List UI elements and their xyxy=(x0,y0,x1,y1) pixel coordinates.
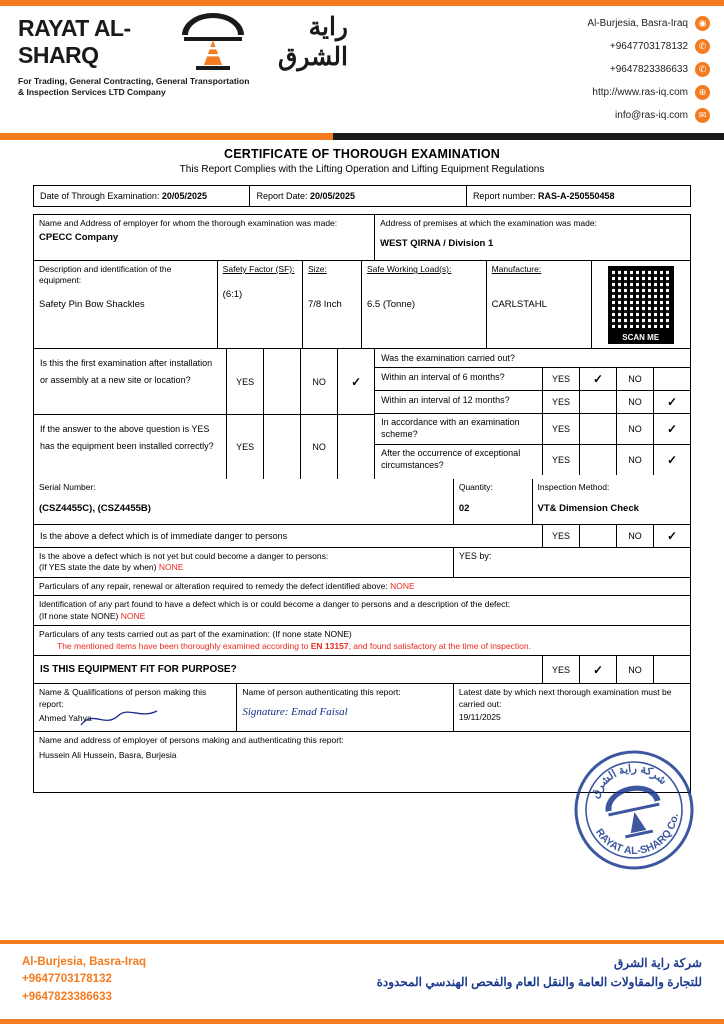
serial-row xyxy=(34,479,690,525)
q12-no-label: NO xyxy=(628,397,642,407)
next-exam-value: 19/11/2025 xyxy=(458,712,501,723)
serial-value: (CSZ4455C), (CSZ4455B) xyxy=(39,503,151,515)
employer-cell xyxy=(34,215,375,261)
equipment-row xyxy=(34,261,690,349)
qr-cell xyxy=(592,261,690,349)
qs-no[interactable] xyxy=(616,414,653,444)
safety-factor-cell xyxy=(218,261,303,349)
maker-label: Name & Qualifications of person making this report: xyxy=(39,687,207,709)
equipment-desc-cell xyxy=(34,261,218,349)
serial-label: Serial Number: xyxy=(39,482,96,492)
quantity-label: Quantity: xyxy=(458,482,493,492)
q12-yes-label: YES xyxy=(551,397,570,407)
qs-yes[interactable] xyxy=(542,414,579,444)
qs-yes-check[interactable] xyxy=(579,414,616,444)
fit-for-purpose-row xyxy=(34,656,690,684)
report-date-label: Report Date: xyxy=(256,191,308,201)
employer-value: CPECC Company xyxy=(39,232,119,244)
header-divider xyxy=(0,133,724,140)
contact-email-text[interactable]: info@ras-iq.com xyxy=(615,110,688,121)
report-date-value: 20/05/2025 xyxy=(310,191,356,201)
question-first-exam xyxy=(34,349,374,415)
question-first-exam-no[interactable] xyxy=(300,349,337,414)
question-first-exam-text: Is this the first examination after installation or assembly at a new site or location? xyxy=(40,358,213,386)
immediate-no-check[interactable]: ✓ xyxy=(653,525,690,547)
no-label: NO xyxy=(312,376,326,387)
q6-yes-label: YES xyxy=(551,374,570,384)
tests-row xyxy=(34,626,690,656)
company-stamp xyxy=(570,746,698,874)
q12-no-check[interactable]: ✓ xyxy=(653,391,690,413)
identification-line2 xyxy=(39,611,685,622)
authenticator-value: Signature: Emad Faisal xyxy=(242,705,348,718)
identification-line2-value: NONE xyxy=(120,610,146,621)
serial-cell xyxy=(34,479,454,525)
yes-by-label: YES by: xyxy=(458,551,492,561)
tests-line2-a: The mentioned items have been thoroughly examined according to xyxy=(57,640,311,651)
questions-row xyxy=(34,349,690,479)
swl-cell xyxy=(362,261,487,349)
contact-phone2-text: +9647823386633 xyxy=(609,64,688,75)
repair-prefix: Particulars of any repair, renewal or alteration required to remedy the defect identified above: xyxy=(39,580,391,591)
quantity-value: 02 xyxy=(458,503,470,515)
document-subtitle: This Report Complies with the Lifting Operation and Lifting Equipment Regulations xyxy=(179,164,545,175)
footer-arabic xyxy=(377,954,702,1007)
logo-text-en: RAYAT AL-SHARQ xyxy=(18,15,131,68)
question-installed-no[interactable] xyxy=(300,415,337,479)
question-installed-yes[interactable] xyxy=(226,415,263,479)
repair-cell xyxy=(34,578,690,596)
q12-no[interactable] xyxy=(616,391,653,413)
maker-cell xyxy=(34,684,237,732)
potential-danger-row xyxy=(34,548,690,578)
qe-no-label: NO xyxy=(628,455,642,465)
footer-ar-line1: شركة راية الشرق xyxy=(613,955,702,970)
premises-cell xyxy=(375,215,690,261)
svg-text:شركة راية الشرق: شركة راية الشرق xyxy=(589,762,669,801)
qe-no[interactable] xyxy=(616,445,653,475)
immediate-danger-text: Is the above a defect which is of immediate danger to persons xyxy=(40,531,288,541)
q6-yes[interactable] xyxy=(542,368,579,390)
questions-right xyxy=(375,349,690,479)
contact-block xyxy=(460,12,710,131)
contact-address-text: Al-Burjesia, Basra-Iraq xyxy=(587,18,688,29)
svg-text:RAYAT AL-SHARQ Co.: RAYAT AL-SHARQ Co. xyxy=(593,812,681,858)
tests-cell xyxy=(34,626,690,656)
potential-danger-line2 xyxy=(39,562,448,573)
maker-value: Ahmed Yahya xyxy=(39,713,92,724)
fit-yes[interactable] xyxy=(542,656,579,683)
exam-date-label: Date of Through Examination: xyxy=(40,191,160,201)
potential-danger-cell xyxy=(34,548,454,578)
footer-contact xyxy=(22,954,146,1007)
contact-address xyxy=(460,16,710,31)
employer-persons-label: Name and address of employer of persons making and authenticating this report: xyxy=(39,735,344,746)
size-cell xyxy=(303,261,362,349)
fit-no[interactable] xyxy=(616,656,653,683)
title-block xyxy=(0,147,724,175)
question-first-exam-yes[interactable] xyxy=(226,349,263,414)
question-12-months-text: Within an interval of 12 months? xyxy=(381,395,510,405)
manufacture-value: CARLSTAHL xyxy=(491,299,547,311)
company-tagline-line1: For Trading, General Contracting, General Transportation xyxy=(18,76,250,86)
question-installed-yes-check[interactable] xyxy=(263,415,300,479)
question-installed-correctly xyxy=(34,415,374,479)
authenticator-label: Name of person authenticating this report: xyxy=(242,687,401,698)
contact-phone-2 xyxy=(460,62,710,77)
immediate-yes[interactable] xyxy=(542,525,579,547)
exam-date-cell xyxy=(34,186,250,206)
authenticator-cell xyxy=(237,684,453,732)
contact-phone-1 xyxy=(460,39,710,54)
report-number-value: RAS-A-250550458 xyxy=(537,191,615,201)
potential-danger-line1: Is the above a defect which is not yet but could become a danger to persons: xyxy=(39,551,329,561)
swl-value: 6.5 (Tonne) xyxy=(366,299,416,311)
equipment-desc-value: Safety Pin Bow Shackles xyxy=(39,298,145,310)
document-header xyxy=(0,6,724,131)
exam-date-value: 20/05/2025 xyxy=(161,191,207,201)
report-number-cell xyxy=(467,186,690,206)
question-first-exam-no-check[interactable]: ✓ xyxy=(337,349,374,414)
certificate-body xyxy=(33,214,691,793)
qe-no-check[interactable]: ✓ xyxy=(653,445,690,475)
question-6-months xyxy=(375,368,690,391)
questions-left xyxy=(34,349,375,479)
qe-yes[interactable] xyxy=(542,445,579,475)
qs-yes-label: YES xyxy=(551,424,570,434)
method-value: VT& Dimension Check xyxy=(537,503,639,515)
question-exceptional-text: After the occurrence of exceptional circumstances? xyxy=(381,448,521,470)
quantity-cell xyxy=(454,479,533,525)
premises-label: Address of premises at which the examination was made: xyxy=(380,218,597,228)
document-footer xyxy=(0,940,724,1024)
safety-factor-value: (6:1) xyxy=(222,289,243,301)
tests-line1: Particulars of any tests carried out as part of the examination: (If none state NONE) xyxy=(39,629,352,640)
question-scheme xyxy=(375,414,690,445)
question-installed-correctly-text: If the answer to the above question is YES has the equipment been installed correctly? xyxy=(40,424,214,452)
company-tagline-line2: & Inspection Services LTD Company xyxy=(18,87,166,98)
phone-icon-2: ✆ xyxy=(695,62,710,77)
contact-website[interactable] xyxy=(460,85,710,100)
identification-cell xyxy=(34,596,690,626)
location-pin-icon: ◉ xyxy=(695,16,710,31)
fit-yes-label: YES xyxy=(551,664,570,675)
report-date-cell xyxy=(250,186,466,206)
q6-no[interactable] xyxy=(616,368,653,390)
fit-no-check[interactable] xyxy=(653,656,690,683)
qs-no-label: NO xyxy=(628,424,642,434)
safety-factor-label: Safety Factor (SF): xyxy=(222,264,295,274)
qe-yes-label: YES xyxy=(551,455,570,465)
immediate-yes-check[interactable] xyxy=(579,525,616,547)
signoff-row xyxy=(34,684,690,732)
identification-line1: Identification of any part found to have a defect which is or could become a danger to persons and a description of the defect: xyxy=(39,599,511,610)
qe-yes-check[interactable] xyxy=(579,445,616,475)
fit-yes-check[interactable]: ✓ xyxy=(579,656,616,683)
yes-label-2: YES xyxy=(236,442,255,452)
next-exam-cell xyxy=(454,684,690,732)
contact-phone1-text: +9647703178132 xyxy=(609,41,688,52)
yes-label: YES xyxy=(236,376,255,387)
yes-by-cell[interactable] xyxy=(454,548,690,578)
report-number-label: Report number: xyxy=(472,191,536,201)
q6-yes-check[interactable]: ✓ xyxy=(579,368,616,390)
size-label: Size: xyxy=(307,264,327,274)
question-first-exam-yes-check[interactable] xyxy=(263,349,300,414)
company-logo-block xyxy=(18,12,348,99)
employer-label: Name and Address of employer for whom the thorough examination was made: xyxy=(39,218,338,228)
logo-text-ar: راية الشرق xyxy=(277,13,348,71)
no-label-2: NO xyxy=(312,442,326,452)
manufacture-cell xyxy=(487,261,592,349)
potential-danger-line2-prefix: (If YES state the date by when) xyxy=(39,562,159,573)
identification-line2-prefix: (If none state NONE) xyxy=(39,610,121,621)
immediate-yes-label: YES xyxy=(551,531,570,541)
maker-signature xyxy=(79,707,159,731)
fit-for-purpose-text: IS THIS EQUIPMENT FIT FOR PURPOSE? xyxy=(40,664,237,676)
question-12-months xyxy=(375,391,690,414)
premises-value: WEST QIRNA / Division 1 xyxy=(380,238,494,250)
q6-no-check[interactable] xyxy=(653,368,690,390)
immediate-danger-row xyxy=(34,525,690,548)
immediate-no-label: NO xyxy=(628,531,642,541)
qr-caption: SCAN ME xyxy=(608,332,674,344)
qr-code[interactable] xyxy=(608,266,674,344)
repair-row xyxy=(34,578,690,596)
method-label: Inspection Method: xyxy=(537,482,610,492)
tests-standard: EN 13157 xyxy=(310,640,349,651)
manufacture-label: Manufacture: xyxy=(491,264,542,274)
qs-no-check[interactable]: ✓ xyxy=(653,414,690,444)
footer-ar-line2: للتجارة والمقاولات العامة والنقل العام والفحص الهندسي المحدودة xyxy=(376,974,702,989)
potential-danger-line2-value: NONE xyxy=(158,562,184,573)
question-6-months-text: Within an interval of 6 months? xyxy=(381,372,505,382)
q12-yes[interactable] xyxy=(542,391,579,413)
immediate-no[interactable] xyxy=(616,525,653,547)
employer-persons-value: Hussein Ali Hussein, Basra, Burjesia xyxy=(39,749,177,760)
tests-line2-c: , and found satisfactory at the time of inspection. xyxy=(348,640,531,651)
footer-address: Al-Burjesia, Basra-Iraq xyxy=(22,955,146,968)
question-scheme-text: In accordance with an examination scheme? xyxy=(381,417,520,439)
mail-icon: ✉ xyxy=(695,108,710,123)
q12-yes-check[interactable] xyxy=(579,391,616,413)
derrick-logo-icon xyxy=(176,13,250,71)
phone-icon: ✆ xyxy=(695,39,710,54)
tests-line2 xyxy=(39,641,685,652)
size-value: 7/8 Inch xyxy=(307,299,342,311)
report-info-strip xyxy=(33,185,691,207)
identification-row xyxy=(34,596,690,626)
swl-label: Safe Working Load(s): xyxy=(366,264,452,274)
repair-value: NONE xyxy=(390,580,415,591)
question-installed-no-check[interactable] xyxy=(337,415,374,479)
contact-email[interactable] xyxy=(460,108,710,123)
questions-right-header: Was the examination carried out? xyxy=(375,349,690,368)
method-cell xyxy=(533,479,690,525)
fit-no-label: NO xyxy=(628,664,642,675)
question-exceptional xyxy=(375,445,690,475)
employer-premises-row xyxy=(34,215,690,261)
next-exam-label: Latest date by which next thorough examination must be carried out: xyxy=(458,687,672,709)
equipment-desc-label: Description and identification of the equipment: xyxy=(39,264,172,286)
document-title: CERTIFICATE OF THOROUGH EXAMINATION xyxy=(224,147,500,161)
footer-phone1: +9647703178132 xyxy=(22,973,112,986)
contact-website-text[interactable]: http://www.ras-iq.com xyxy=(592,87,688,98)
q6-no-label: NO xyxy=(628,374,642,384)
company-tagline xyxy=(18,76,348,99)
globe-icon: ⊕ xyxy=(695,85,710,100)
footer-phone2: +9647823386633 xyxy=(22,991,112,1004)
